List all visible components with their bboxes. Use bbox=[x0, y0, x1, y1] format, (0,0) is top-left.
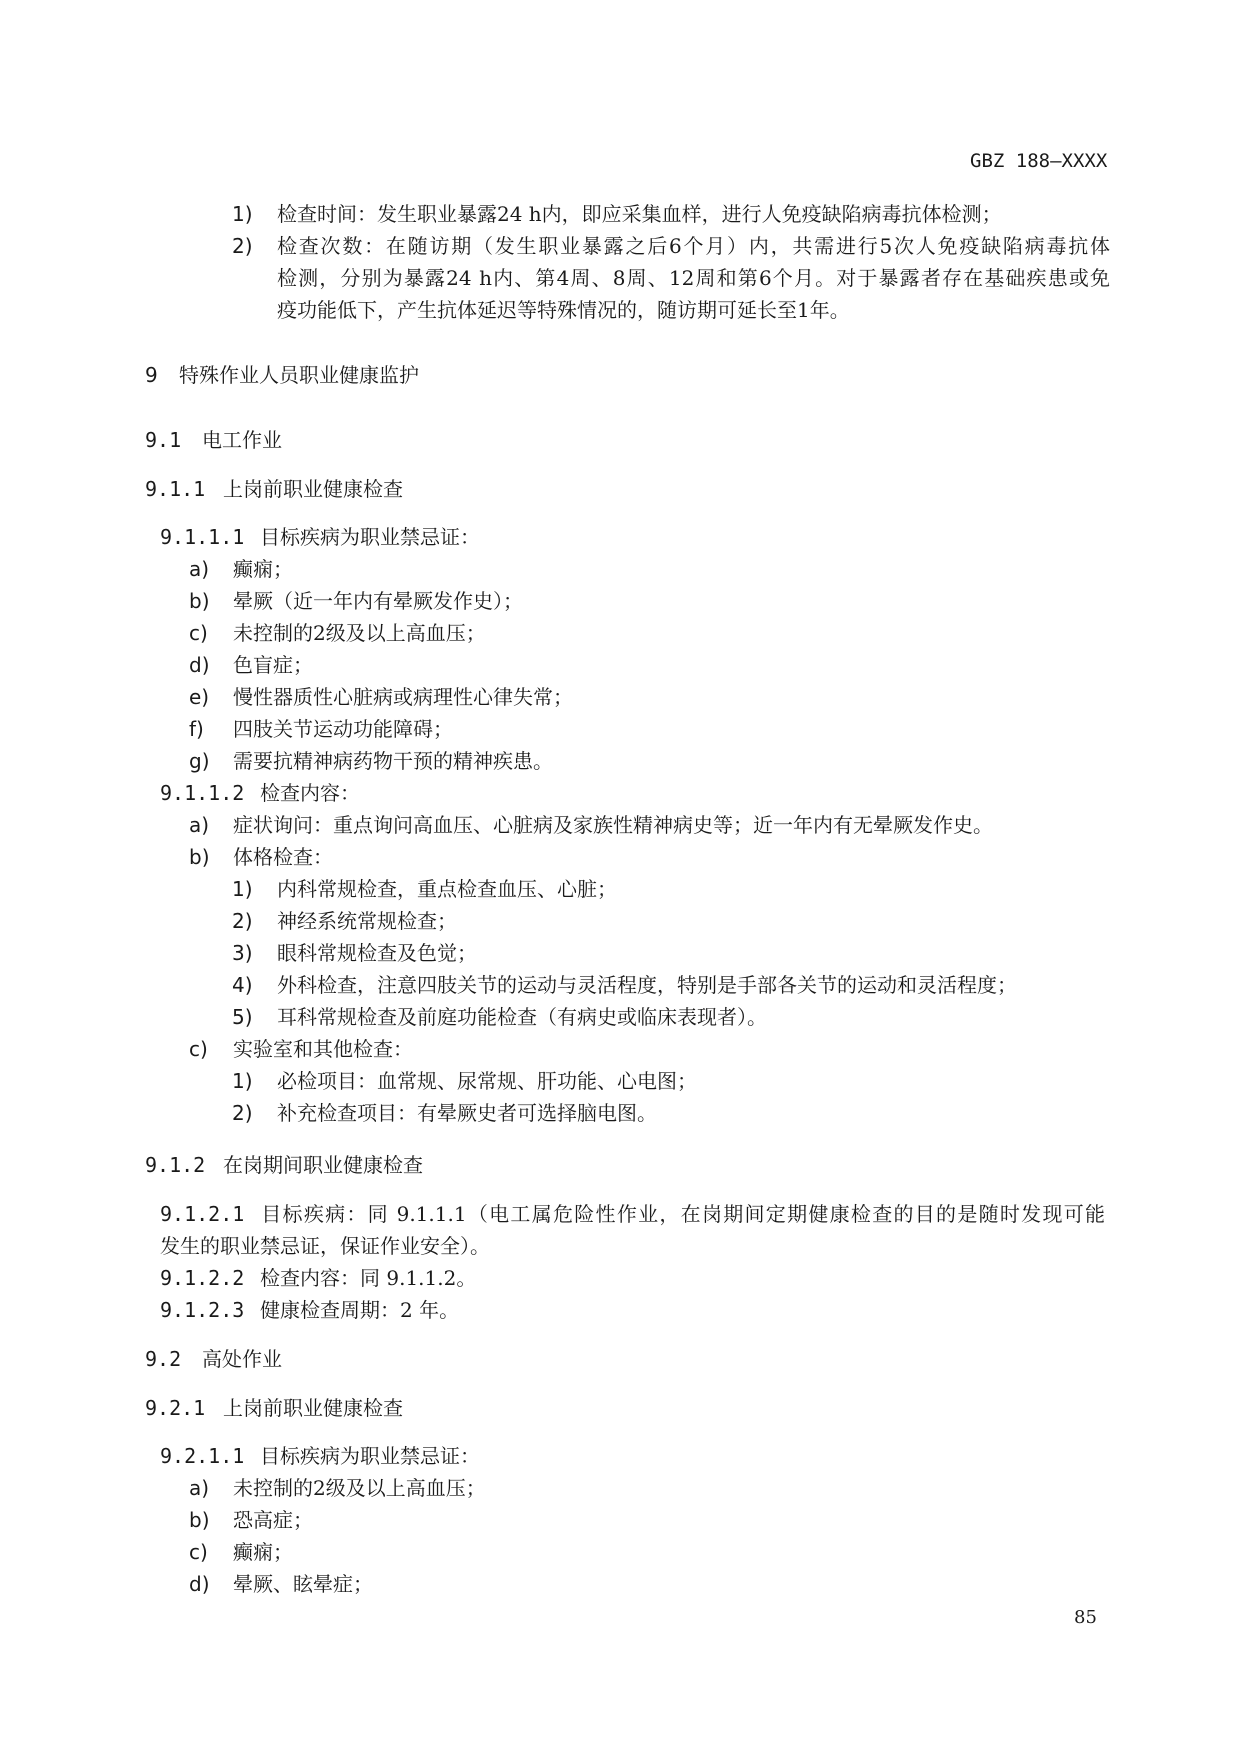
list-label: d) bbox=[189, 653, 210, 677]
sub-item-number: 2) bbox=[232, 909, 253, 933]
sub-item-text: 外科检查，注意四肢关节的运动与灵活程度，特别是手部各关节的运动和灵活程度； bbox=[277, 973, 1017, 997]
list-label: g) bbox=[189, 749, 210, 773]
section-title: 电工作业 bbox=[202, 428, 282, 452]
page-number: 85 bbox=[1074, 1607, 1097, 1628]
clause-text: 检查内容： bbox=[260, 781, 360, 805]
clause-text: 目标疾病为职业禁忌证： bbox=[260, 525, 480, 549]
sub-item-text: 内科常规检查，重点检查血压、心脏； bbox=[277, 877, 617, 901]
list-item: 实验室和其他检查： bbox=[233, 1037, 413, 1061]
sub-item-number: 2) bbox=[232, 1101, 253, 1125]
list-label: c) bbox=[189, 1037, 208, 1061]
list-label: e) bbox=[189, 685, 210, 709]
sub-item-text: 补充检查项目：有晕厥史者可选择脑电图。 bbox=[277, 1101, 657, 1125]
clause-text: 健康检查周期：2 年。 bbox=[260, 1298, 460, 1322]
sub-item-text: 神经系统常规检查； bbox=[277, 909, 457, 933]
list-item: 未控制的2级及以上高血压； bbox=[233, 1476, 486, 1500]
sub-item-text: 必检项目：血常规、尿常规、肝功能、心电图； bbox=[277, 1069, 697, 1093]
list-item: 癫痫； bbox=[233, 1540, 293, 1564]
clause-text: 检查内容：同 9.1.1.2。 bbox=[260, 1266, 477, 1290]
clause-number: 9.1.2.1 bbox=[160, 1202, 245, 1226]
clause-number: 9.1.2.2 bbox=[160, 1266, 245, 1290]
clause-text: 目标疾病为职业禁忌证： bbox=[260, 1444, 480, 1468]
item-text: 检查次数：在随访期（发生职业暴露之后6个月）内，共需进行5次人免疫缺陷病毒抗体 bbox=[277, 234, 1110, 258]
sub-item-number: 1) bbox=[232, 877, 253, 901]
item-text: 检查时间：发生职业暴露24 h内，即应采集血样，进行人免疫缺陷病毒抗体检测； bbox=[277, 202, 1002, 226]
clause-number: 9.1.1.2 bbox=[160, 781, 245, 805]
clause-number: 9.1.2.3 bbox=[160, 1298, 245, 1322]
list-item: 晕厥、眩晕症； bbox=[233, 1572, 373, 1596]
list-label: b) bbox=[189, 845, 210, 869]
document-code: GBZ 188—XXXX bbox=[970, 150, 1108, 172]
list-label: a) bbox=[189, 557, 210, 581]
clause bbox=[160, 1297, 459, 1323]
section-number: 9.1.2 bbox=[145, 1153, 206, 1177]
list-item: 需要抗精神病药物干预的精神疾患。 bbox=[233, 749, 553, 773]
list-item: 四肢关节运动功能障碍； bbox=[233, 717, 453, 741]
clause-text: 目标疾病：同 9.1.1.1（电工属危险性作业，在岗期间定期健康检查的目的是随时发现可能 bbox=[260, 1202, 1105, 1226]
section-number: 9.1 bbox=[145, 428, 182, 452]
sub-item-number: 1) bbox=[232, 1069, 253, 1093]
section-number: 9.1.1 bbox=[145, 477, 206, 501]
list-label: a) bbox=[189, 813, 210, 837]
list-item: 未控制的2级及以上高血压； bbox=[233, 621, 486, 645]
section-heading bbox=[145, 476, 403, 502]
section-title: 高处作业 bbox=[202, 1347, 282, 1371]
list-label: c) bbox=[189, 621, 208, 645]
item-text: 检测，分别为暴露24 h内、第4周、8周、12周和第6个月。对于暴露者存在基础疾患或免 bbox=[277, 266, 1110, 290]
list-item: 色盲症； bbox=[233, 653, 313, 677]
section-heading bbox=[145, 427, 282, 453]
section-number: 9.2 bbox=[145, 1347, 182, 1371]
clause bbox=[160, 1443, 480, 1469]
sub-item-text: 眼科常规检查及色觉； bbox=[277, 941, 477, 965]
clause bbox=[160, 524, 480, 550]
item-number: 2) bbox=[232, 234, 253, 258]
list-item: 癫痫； bbox=[233, 557, 293, 581]
section-heading bbox=[145, 362, 419, 388]
section-title: 上岗前职业健康检查 bbox=[223, 477, 403, 501]
list-item: 慢性器质性心脏病或病理性心律失常； bbox=[233, 685, 573, 709]
list-label: b) bbox=[189, 1508, 210, 1532]
list-item: 症状询问：重点询问高血压、心脏病及家族性精神病史等；近一年内有无晕厥发作史。 bbox=[233, 813, 993, 837]
list-label: f) bbox=[189, 717, 204, 741]
clause-number: 9.1.1.1 bbox=[160, 525, 245, 549]
clause-text: 发生的职业禁忌证，保证作业安全）。 bbox=[160, 1234, 490, 1258]
list-label: a) bbox=[189, 1476, 210, 1500]
clause bbox=[160, 1201, 1105, 1227]
sub-item-number: 3) bbox=[232, 941, 253, 965]
list-label: c) bbox=[189, 1540, 208, 1564]
list-item: 恐高症； bbox=[233, 1508, 313, 1532]
section-title: 在岗期间职业健康检查 bbox=[223, 1153, 423, 1177]
section-number: 9.2.1 bbox=[145, 1396, 206, 1420]
list-item: 晕厥（近一年内有晕厥发作史）； bbox=[233, 589, 523, 613]
list-item: 体格检查： bbox=[233, 845, 333, 869]
item-number: 1) bbox=[232, 202, 253, 226]
sub-item-text: 耳科常规检查及前庭功能检查（有病史或临床表现者）。 bbox=[277, 1005, 767, 1029]
section-heading bbox=[145, 1395, 403, 1421]
sub-item-number: 4) bbox=[232, 973, 253, 997]
clause-number: 9.2.1.1 bbox=[160, 1444, 245, 1468]
item-text: 疫功能低下，产生抗体延迟等特殊情况的，随访期可延长至1年。 bbox=[277, 298, 850, 322]
clause bbox=[160, 1265, 476, 1291]
sub-item-number: 5) bbox=[232, 1005, 253, 1029]
section-title: 特殊作业人员职业健康监护 bbox=[179, 363, 419, 387]
section-number: 9 bbox=[145, 363, 158, 387]
section-heading bbox=[145, 1346, 282, 1372]
list-label: b) bbox=[189, 589, 210, 613]
section-heading bbox=[145, 1152, 423, 1178]
section-title: 上岗前职业健康检查 bbox=[223, 1396, 403, 1420]
clause bbox=[160, 780, 360, 806]
list-label: d) bbox=[189, 1572, 210, 1596]
